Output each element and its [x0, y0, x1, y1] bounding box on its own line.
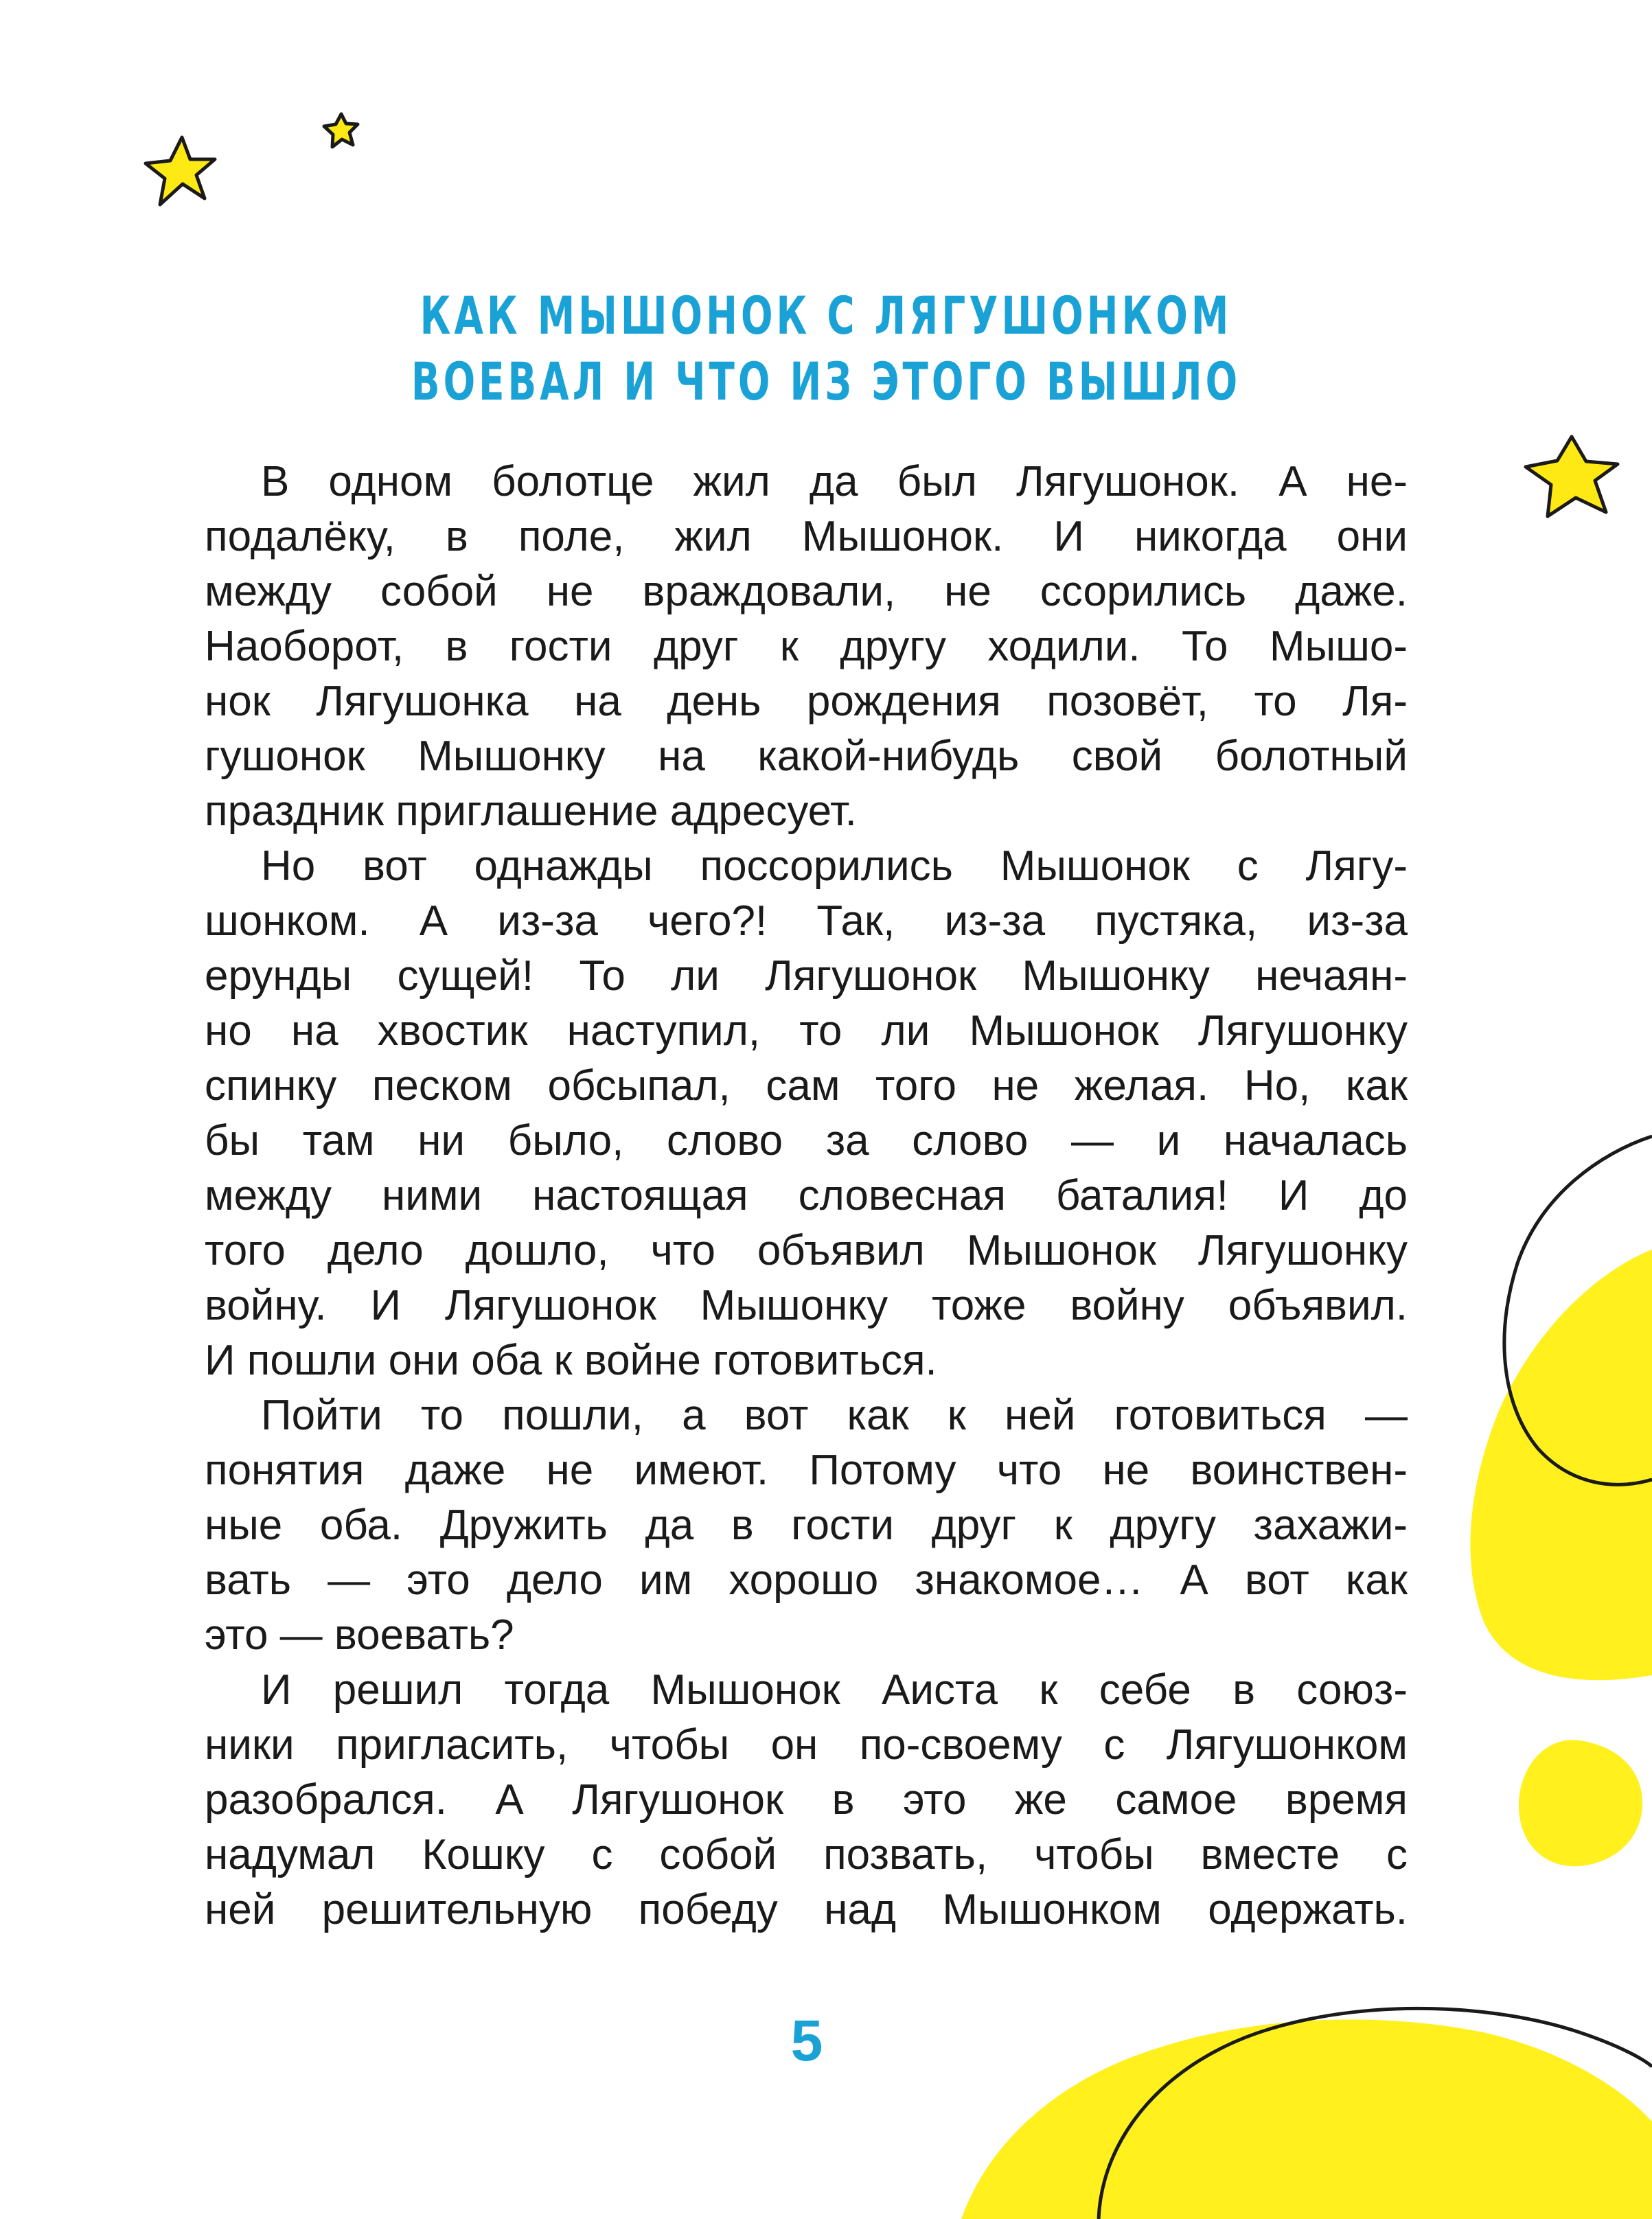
text-line: И решил тогда Мышонок Аиста к себе в союз- [261, 1666, 1408, 1714]
story-title-line-1: КАК МЫШОНОК С ЛЯГУШОНКОМ [420, 285, 1232, 346]
text-line: Пойти то пошли, а вот как к ней готовиться — [261, 1392, 1408, 1439]
text-line: вать — это дело им хорошо знакомое… А вот как [205, 1556, 1408, 1604]
text-line: того дело дошло, что объявил Мышонок Лягушонку [205, 1227, 1408, 1274]
text-line: подалёку, в поле, жил Мышонок. И никогда они [205, 513, 1408, 560]
text-line: В одном болотце жил да был Лягушонок. А не- [261, 458, 1408, 505]
yellow-blob-icon [1470, 1250, 1652, 1680]
text-line: И пошли они оба к войне готовиться. [205, 1337, 937, 1384]
text-line: ерунды сущей! То ли Лягушонок Мышонку нечаян- [205, 952, 1408, 1000]
text-line: шонком. А из-за чего?! Так, из-за пустяка, из-за [205, 897, 1408, 945]
text-line: надумал Кошку с собой позвать, чтобы вместе с [205, 1831, 1408, 1878]
text-line: ники пригласить, чтобы он по-своему с Лягушонком [205, 1721, 1408, 1769]
text-line: праздник приглашение адресует. [205, 787, 857, 835]
text-line: ней решительную победу над Мышонком одержать. [205, 1886, 1408, 1933]
page-number: 5 [790, 2008, 823, 2073]
text-line: понятия даже не имеют. Потому что не воинствен- [205, 1447, 1408, 1494]
text-line: разобрался. А Лягушонок в это же самое время [205, 1776, 1408, 1824]
text-line: спинку песком обсыпал, сам того не желая. Но, как [205, 1062, 1408, 1110]
text-line: бы там ни было, слово за слово — и началась [205, 1117, 1408, 1164]
star-icon [324, 114, 358, 147]
text-line: гушонок Мышонку на какой-нибудь свой болотный [205, 733, 1408, 780]
text-line: между собой не враждовали, не ссорились даже. [205, 568, 1408, 615]
text-line: Но вот однажды поссорились Мышонок с Лягу- [261, 842, 1408, 890]
text-line: Наоборот, в гости друг к другу ходили. То Мышо- [205, 623, 1408, 670]
star-icon [146, 137, 215, 205]
text-line: между ними настоящая словесная баталия! И до [205, 1172, 1408, 1219]
text-line: войну. И Лягушонок Мышонку тоже войну объявил. [205, 1282, 1408, 1329]
text-line: но на хвостик наступил, то ли Мышонок Лягушонку [205, 1007, 1408, 1055]
story-text [205, 455, 1408, 1938]
text-line: нок Лягушонка на день рождения позовёт, то Ля- [205, 678, 1408, 725]
star-icon [1526, 437, 1618, 516]
story-title-line-2: ВОЕВАЛ И ЧТО ИЗ ЭТОГО ВЫШЛО [411, 351, 1241, 412]
text-line: ные оба. Дружить да в гости друг к другу захажи- [205, 1502, 1408, 1549]
text-line: это — воевать? [205, 1611, 514, 1659]
yellow-blob-icon [1519, 1740, 1642, 1866]
